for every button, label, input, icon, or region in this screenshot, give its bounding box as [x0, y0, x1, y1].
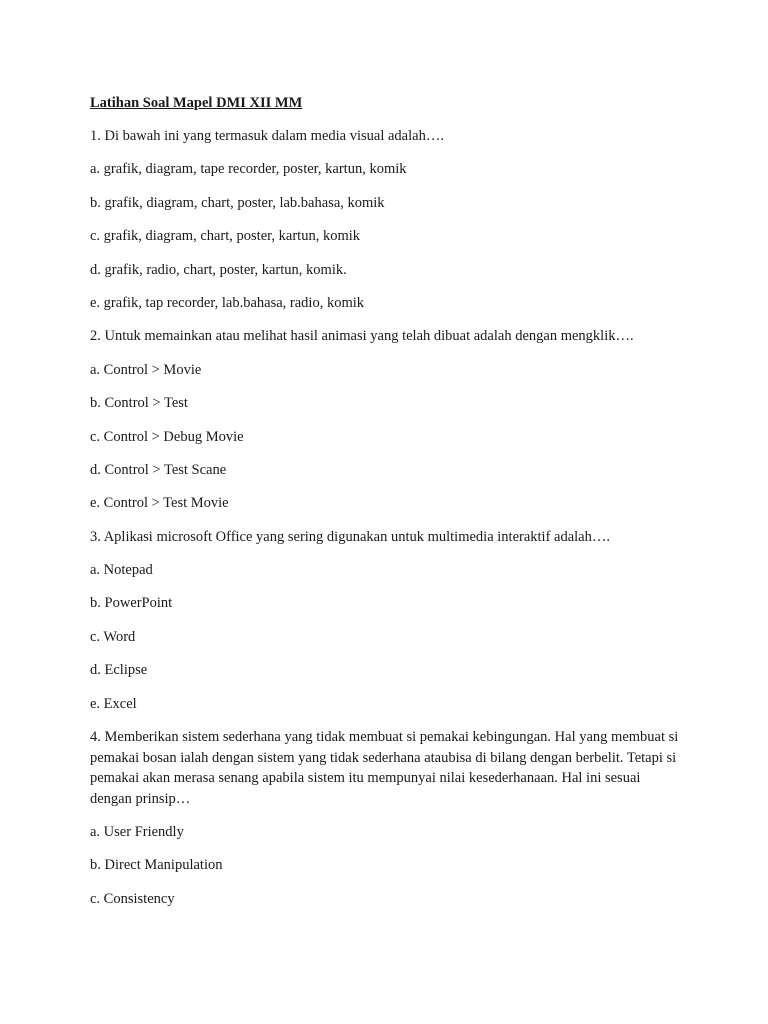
question-4: 4. Memberikan sistem sederhana yang tidak membuat si pemakai kebingungan. Hal yang membuat si pemakai bosan ialah dengan sistem yang tidak sederhana ataubisa di bilang dengan berbelit. Tetapi si pemakai akan merasa senang apabila sistem itu mempunyai nilai kesederhanaan. Hal ini sesuai dengan prinsip… — [90, 729, 679, 807]
question-2-option-c: c. Control > Debug Movie — [90, 428, 244, 445]
question-4-option-b: b. Direct Manipulation — [90, 857, 223, 874]
question-3-option-d: d. Eclipse — [90, 662, 148, 679]
question-4-option-c: c. Consistency — [90, 890, 175, 907]
question-3-option-e: e. Excel — [90, 695, 137, 712]
question-3-option-c: c. Word — [90, 628, 136, 645]
question-1-option-c: c. grafik, diagram, chart, poster, kartun, komik — [90, 228, 360, 245]
question-2-option-b: b. Control > Test — [90, 395, 188, 412]
question-1-option-d: d. grafik, radio, chart, poster, kartun, komik. — [90, 261, 347, 278]
question-3-option-a: a. Notepad — [90, 562, 153, 579]
question-1-option-a: a. grafik, diagram, tape recorder, poster, kartun, komik — [90, 161, 407, 178]
question-3-option-b: b. PowerPoint — [90, 595, 173, 612]
question-2: 2. Untuk memainkan atau melihat hasil animasi yang telah dibuat adalah dengan mengklik…. — [90, 328, 634, 345]
question-1-option-b: b. grafik, diagram, chart, poster, lab.bahasa, komik — [90, 194, 385, 211]
question-1: 1. Di bawah ini yang termasuk dalam media visual adalah…. — [90, 128, 444, 144]
question-2-option-e: e. Control > Test Movie — [90, 495, 229, 512]
question-4-option-a: a. User Friendly — [90, 824, 184, 841]
question-2-option-a: a. Control > Movie — [90, 361, 202, 378]
question-3: 3. Aplikasi microsoft Office yang sering digunakan untuk multimedia interaktif adalah…. — [90, 528, 610, 545]
document-page — [90, 93, 690, 922]
document-title: Latihan Soal Mapel DMI XII MM — [90, 95, 303, 111]
question-2-option-d: d. Control > Test Scane — [90, 461, 227, 478]
question-1-option-e: e. grafik, tap recorder, lab.bahasa, radio, komik — [90, 294, 364, 311]
